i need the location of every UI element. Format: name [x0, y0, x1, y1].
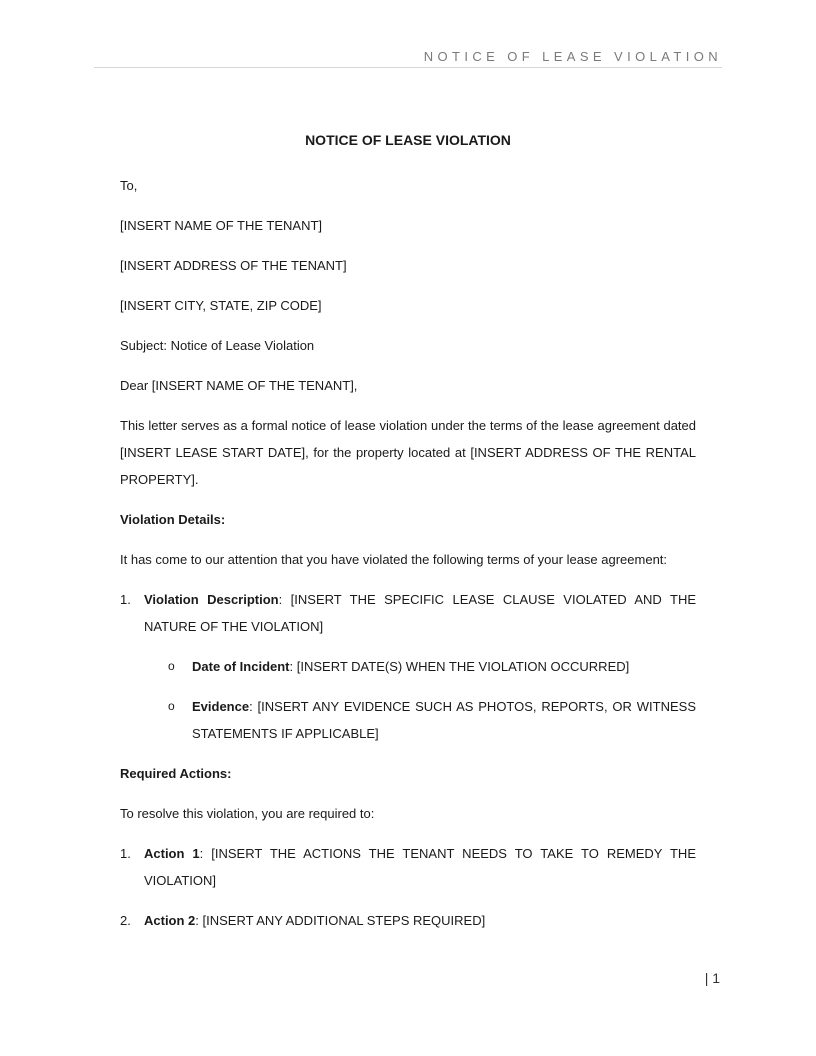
sub-bullet: o [168, 659, 175, 673]
violation-details-heading: Violation Details: [120, 512, 226, 527]
list-item-label: Action 1 [144, 846, 200, 861]
tenant-address-placeholder: [INSERT ADDRESS OF THE TENANT] [120, 258, 347, 273]
required-actions-heading: Required Actions: [120, 766, 232, 781]
sub-item-evidence [120, 693, 696, 747]
action-item-1 [120, 840, 696, 894]
running-header-title: NOTICE OF LEASE VIOLATION [423, 49, 722, 64]
salutation: Dear [INSERT NAME OF THE TENANT], [120, 378, 358, 393]
sub-item-text: : [INSERT ANY EVIDENCE SUCH AS PHOTOS, REPORTS, OR WITNESS STATEMENTS IF APPLICABLE] [192, 699, 696, 741]
list-number: 1. [120, 846, 131, 861]
sub-item-label: Evidence [192, 699, 250, 714]
violation-intro: It has come to our attention that you have violated the following terms of your lease agreement: [120, 552, 668, 567]
list-item-label: Violation Description [144, 592, 279, 607]
document-body [120, 128, 696, 947]
subject-line: Subject: Notice of Lease Violation [120, 338, 315, 353]
violation-description-item [120, 586, 696, 640]
sub-bullet: o [168, 699, 175, 713]
sub-item-date-of-incident [120, 653, 696, 680]
sub-item-text: : [INSERT DATE(S) WHEN THE VIOLATION OCCURRED] [289, 659, 630, 674]
list-item-label: Action 2 [144, 913, 196, 928]
intro-paragraph: This letter serves as a formal notice of lease violation under the terms of the lease agreement dated [INSERT LEASE START DATE], for the property located at [INSERT ADDRESS OF THE RENTAL PROPERTY]. [120, 418, 696, 487]
list-item-text: : [INSERT THE SPECIFIC LEASE CLAUSE VIOLATED AND THE NATURE OF THE VIOLATION] [144, 592, 697, 634]
list-number: 1. [120, 592, 131, 607]
page-number: | 1 [704, 970, 720, 986]
list-number: 2. [120, 913, 131, 928]
list-item-text: : [INSERT THE ACTIONS THE TENANT NEEDS TO TAKE TO REMEDY THE VIOLATION] [144, 846, 696, 888]
list-item-text: : [INSERT ANY ADDITIONAL STEPS REQUIRED] [195, 913, 486, 928]
running-header [94, 48, 722, 68]
sub-item-label: Date of Incident [192, 659, 290, 674]
tenant-city-placeholder: [INSERT CITY, STATE, ZIP CODE] [120, 298, 322, 313]
recipient-to: To, [120, 178, 138, 193]
tenant-name-placeholder: [INSERT NAME OF THE TENANT] [120, 218, 323, 233]
action-item-2 [120, 907, 696, 934]
document-title: NOTICE OF LEASE VIOLATION [305, 132, 511, 148]
actions-intro: To resolve this violation, you are required to: [120, 806, 375, 821]
